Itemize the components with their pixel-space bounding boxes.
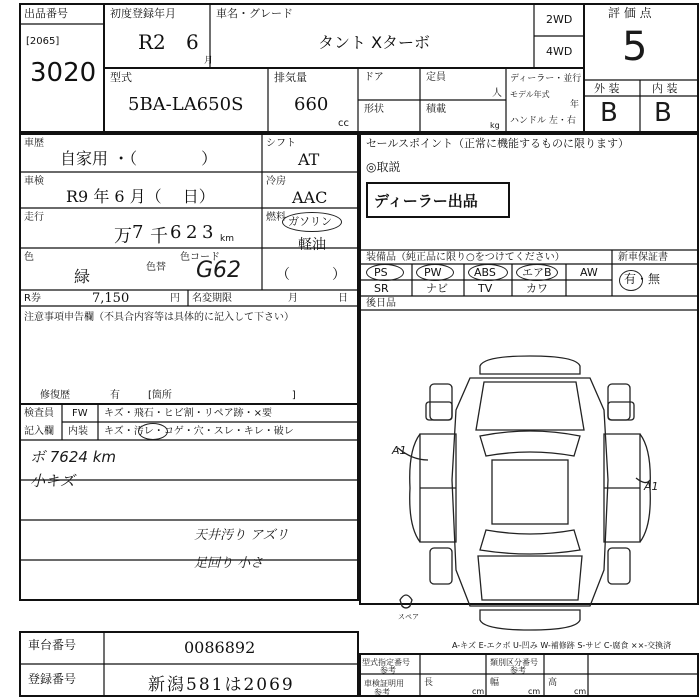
kg-unit: kg <box>490 121 500 130</box>
memo-scratch: 小キズ <box>30 472 75 490</box>
first-registration-label: 初度登録年月 <box>110 7 176 20</box>
model-year-label: モデル年式 <box>510 90 550 99</box>
shape-label: 形状 <box>364 104 384 115</box>
equip-tv: TV <box>478 282 493 295</box>
interior-label: 内 装 <box>652 82 678 95</box>
repair-history-label: 修復歴 <box>40 390 70 401</box>
repair-location: [箇所 ] <box>148 390 296 401</box>
repair-history-value: 有 <box>110 390 120 401</box>
width-cm: cm <box>528 687 541 696</box>
fuel-parenthesis: （ ） <box>276 267 346 283</box>
warranty-label: 新車保証書 <box>618 252 668 263</box>
first-registration-era: R2 <box>138 30 166 54</box>
ac-value: AAC <box>292 188 328 207</box>
chassis-label: 車台番号 <box>28 638 77 652</box>
color-code-label: 色コード <box>180 252 220 263</box>
category-number-label: 類別区分番号 <box>490 658 538 667</box>
km-unit: km <box>220 234 234 244</box>
abs-circle <box>468 264 508 281</box>
memo-ceiling: 天井汚り アズリ <box>194 528 289 543</box>
lot-number-label: 出品番号 <box>24 7 68 20</box>
model-code: 5BA-LA650S <box>128 94 244 115</box>
car-name-label: 車名・グレード <box>216 7 293 20</box>
inspection-value: R9 年 6 月（ 日） <box>66 187 215 206</box>
reference-label-2: 参考 <box>510 666 526 675</box>
exterior-grade: B <box>600 98 618 128</box>
equip-abs: ABS <box>474 266 496 279</box>
equip-pw: PW <box>424 266 442 279</box>
chassis-number: 0086892 <box>184 638 256 657</box>
capacity-label: 定員 <box>426 72 446 83</box>
inspection-label: 車検 <box>24 176 44 187</box>
height-label: 高 <box>548 678 558 688</box>
yen-unit: 円 <box>170 293 180 304</box>
certificate-label: 車検証明用 <box>364 679 404 688</box>
sales-point-label: セールスポイント（正常に機能するものに限ります） <box>366 137 630 150</box>
name-change-day: 日 <box>338 293 348 304</box>
fw-items: キズ・飛石・ヒビ割・リペア跡・×要 <box>104 408 272 419</box>
type-designation-label: 型式指定番号 <box>362 658 410 667</box>
fuel-gasoline: ガソリン <box>288 215 332 228</box>
model-label: 型式 <box>110 71 132 84</box>
interior-items: キズ・汚レ・コゲ・穴・スレ・キレ・破レ <box>104 426 294 437</box>
mileage-man: 万 <box>114 226 132 247</box>
recycle-amount: 7,150 <box>92 291 130 306</box>
stain-circle <box>138 423 168 440</box>
ac-label: 冷房 <box>266 176 286 187</box>
load-label: 積載 <box>426 104 446 115</box>
color-value: 緑 <box>74 267 91 286</box>
lot-number: 3020 <box>30 58 97 88</box>
month-unit: 月 <box>204 56 214 66</box>
dealer-parallel-label: ディーラー・並行 <box>510 74 582 84</box>
interior-item-label: 内装 <box>68 426 88 437</box>
displacement-value: 660 <box>294 94 329 115</box>
manual-label: ◎取説 <box>366 160 401 174</box>
lot-sub-code: [2065] <box>26 36 60 47</box>
person-unit: 人 <box>492 88 502 99</box>
mileage-digit-4: 3 <box>202 222 214 243</box>
equip-ps: PS <box>374 266 388 279</box>
fw-label: FW <box>72 408 88 419</box>
plate-number: 新潟581は2069 <box>148 675 295 695</box>
warranty-value: 有・無 <box>624 272 661 286</box>
name-change-month: 月 <box>288 293 298 304</box>
fuel-label: 燃料 <box>266 212 286 223</box>
width-label: 幅 <box>490 678 500 688</box>
mileage-digit-1: 7 <box>132 222 144 243</box>
mileage-digit-2: 6 <box>170 222 182 243</box>
cc-unit: cc <box>338 118 349 129</box>
interior-grade: B <box>654 98 672 128</box>
history-value: 自家用 ・（ ） <box>60 149 218 168</box>
color-label: 色 <box>24 252 34 263</box>
fuel-diesel: 軽油 <box>298 237 326 253</box>
inspector-label: 検査員 <box>24 408 54 419</box>
plate-label: 登録番号 <box>28 672 77 686</box>
airbag-circle <box>516 264 558 281</box>
memo-mileage: ボ 7624 km <box>30 448 117 466</box>
spare-label: スペア <box>398 613 419 621</box>
damage-a1-right: A1 <box>644 480 659 493</box>
mileage-sen: 千 <box>150 226 168 247</box>
memo-suspension: 足回り 小さ <box>194 556 264 571</box>
score-value: 5 <box>622 24 648 70</box>
displacement-label: 排気量 <box>274 71 307 84</box>
drive-2wd: 2WD <box>546 13 573 26</box>
rear-seat-label: 後日品 <box>366 298 396 309</box>
exterior-label: 外 装 <box>594 82 620 95</box>
reference-label-3: 参考 <box>374 688 390 697</box>
name-change-label: 名変期限 <box>192 293 232 304</box>
recycle-ticket-label: R券 <box>24 293 41 304</box>
score-label: 評 価 点 <box>608 6 652 20</box>
damage-a1-left: A1 <box>392 444 407 457</box>
car-name: タント Xターボ <box>318 33 431 52</box>
equipment-label: 装備品（純正品に限り○をつけてください） <box>366 252 565 263</box>
damage-legend: A-キズ E-エクボ U-凹み W-補修跡 S-サビ C-腐食 ××-交換済 <box>452 641 672 650</box>
equip-sr: SR <box>374 282 389 295</box>
pw-circle <box>416 264 454 281</box>
length-cm: cm <box>472 687 485 696</box>
shift-label: シフト <box>266 138 296 149</box>
mileage-label: 走行 <box>24 212 44 223</box>
handle-label: ハンドル 左・右 <box>510 116 576 126</box>
equip-aw: AW <box>580 266 598 279</box>
dealer-listing-text: ディーラー出品 <box>374 192 478 210</box>
history-label: 車歴 <box>24 138 44 149</box>
year-unit: 年 <box>570 100 580 110</box>
color-code-value: G62 <box>196 258 242 283</box>
equip-leather: カワ <box>526 282 548 295</box>
record-label: 記入欄 <box>24 426 54 437</box>
fuel-selected-circle <box>282 212 342 232</box>
warranty-yes-circle <box>619 270 643 291</box>
shift-value: AT <box>298 150 320 169</box>
drive-4wd: 4WD <box>546 45 573 58</box>
height-cm: cm <box>574 687 587 696</box>
length-label: 長 <box>424 678 434 688</box>
ps-circle <box>366 264 404 281</box>
equip-airbag: エアB <box>522 266 552 279</box>
door-label: ドア <box>364 72 384 83</box>
equip-navi: ナビ <box>426 282 448 295</box>
reference-label-1: 参考 <box>380 666 396 675</box>
mileage-digit-3: 2 <box>186 222 198 243</box>
declaration-label: 注意事項申告欄（不具合内容等は具体的に記入して下さい） <box>24 312 294 323</box>
color-change-label: 色替 <box>146 262 166 273</box>
first-registration-month: 6 <box>186 30 199 54</box>
